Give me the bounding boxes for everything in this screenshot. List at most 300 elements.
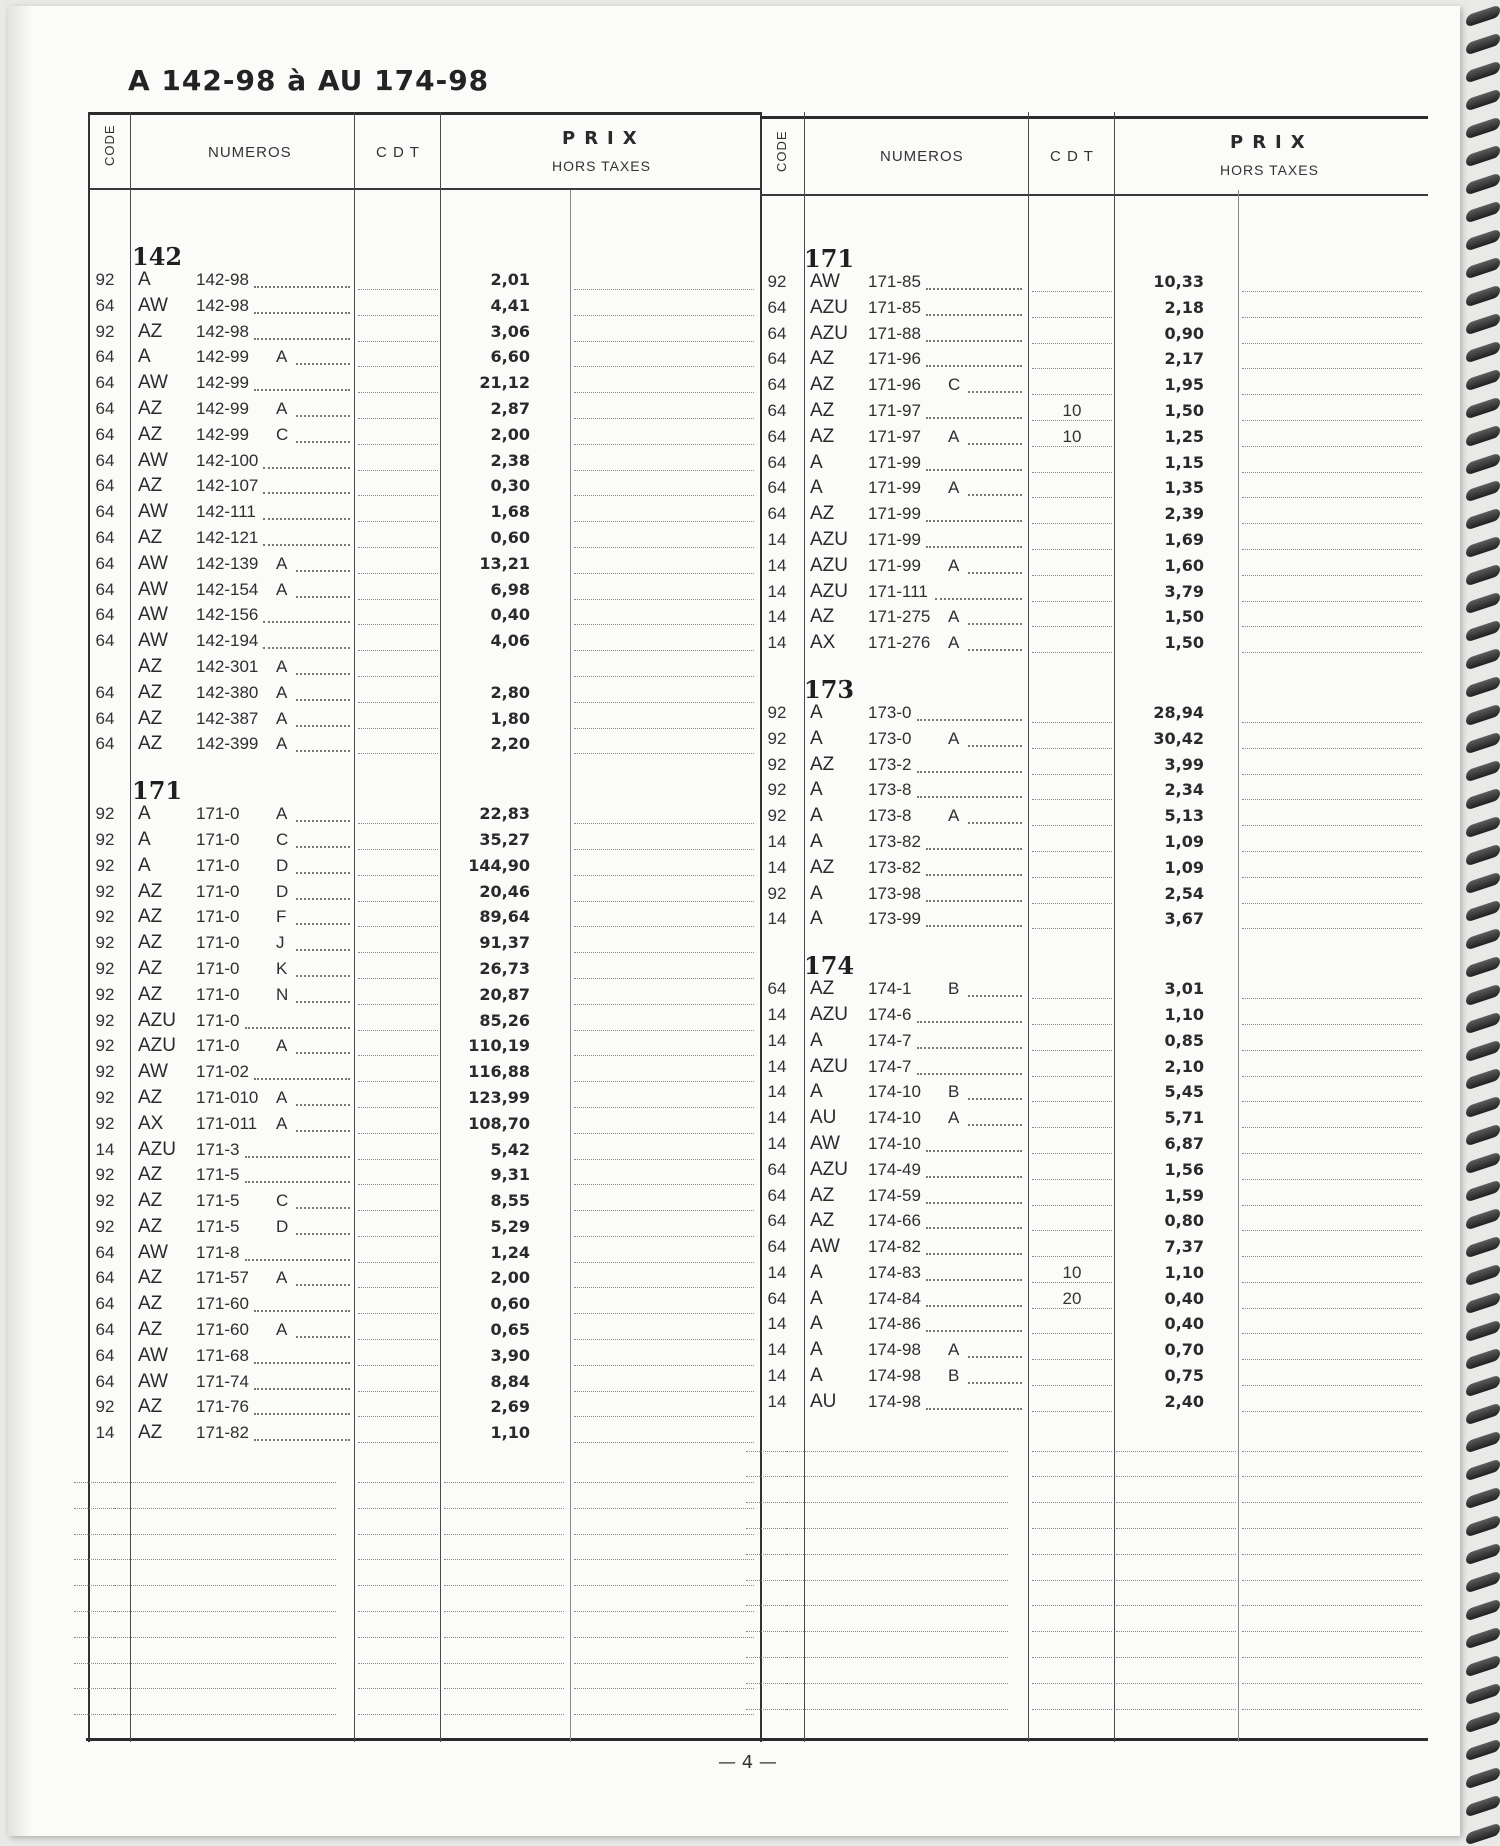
prefix-cell: A [810, 1081, 823, 1103]
price-cell: 13,21 [479, 553, 530, 573]
suffix-cell: B [948, 1366, 960, 1386]
suffix-cell: C [948, 375, 961, 395]
leader-dots [296, 570, 350, 572]
price-cell: 10,33 [1153, 272, 1204, 291]
blank-fill-line [358, 1508, 438, 1509]
table-row [88, 345, 762, 371]
code-cell: 64 [95, 295, 115, 315]
cdt-fill-line [358, 901, 438, 902]
prefix-cell: AZ [138, 681, 163, 703]
price-fill-line [574, 1184, 754, 1185]
blank-fill-line [358, 1714, 438, 1715]
code-cell: 14 [767, 1133, 787, 1153]
header-cdt: C D T [376, 144, 420, 161]
prefix-cell: A [810, 477, 823, 499]
blank-fill-line [74, 1688, 114, 1689]
price-fill-line [574, 1313, 754, 1314]
spiral-coil [1466, 1515, 1500, 1538]
number-cell: 142-98 [196, 295, 249, 315]
code-cell: 14 [767, 1391, 787, 1411]
price-fill-line [574, 978, 754, 979]
leader-dots [263, 467, 350, 469]
cdt-fill-line [1032, 626, 1112, 627]
number-cell: 171-96 [868, 349, 921, 369]
spiral-coil [1466, 1767, 1500, 1790]
leader-dots [296, 673, 350, 675]
blank-fill-line [1116, 1631, 1236, 1632]
blank-fill-line [786, 1709, 1008, 1710]
cdt-fill-line [358, 753, 438, 754]
code-cell: 92 [767, 272, 787, 291]
leader-dots [926, 520, 1022, 522]
suffix-cell: C [276, 1191, 289, 1211]
code-cell: 64 [95, 476, 115, 496]
price-fill-line [574, 366, 754, 367]
cdt-fill-line [1032, 1076, 1112, 1077]
price-fill-line [574, 1262, 754, 1263]
table-row [760, 554, 1428, 580]
blank-row [88, 1513, 762, 1539]
prefix-cell: AZ [810, 503, 835, 525]
leader-dots [254, 1388, 350, 1390]
code-cell: 64 [767, 1159, 787, 1179]
prefix-cell: AW [138, 552, 168, 574]
leader-dots [926, 1330, 1022, 1332]
blank-fill-line [358, 1559, 438, 1560]
price-fill-line [1242, 1308, 1422, 1309]
prefix-cell: AU [810, 1107, 837, 1129]
price-cell: 5,71 [1164, 1108, 1204, 1128]
cdt-fill-line [358, 1262, 438, 1263]
price-fill-line [1242, 652, 1422, 653]
code-cell: 64 [767, 323, 787, 343]
leader-dots [968, 494, 1022, 496]
price-fill-line [574, 1442, 754, 1443]
leader-dots [296, 820, 350, 822]
spiral-coil [1466, 1459, 1500, 1482]
number-cell: 142-98 [196, 321, 249, 341]
prefix-cell: AZ [138, 880, 163, 902]
blank-fill-line [1032, 1580, 1112, 1581]
blank-fill-line [574, 1508, 754, 1509]
cdt-fill-line [1032, 1333, 1112, 1334]
number-cell: 171-99 [868, 452, 921, 472]
code-cell: 64 [95, 579, 115, 599]
page-edge-shadow [8, 6, 32, 1836]
price-cell: 0,90 [1164, 323, 1204, 343]
blank-fill-line [786, 1528, 1008, 1529]
blank-fill-line [574, 1611, 754, 1612]
table-row [760, 322, 1428, 348]
blank-fill-line [746, 1605, 786, 1606]
spiral-coil [1466, 32, 1500, 55]
table-row [88, 931, 762, 957]
suffix-cell: A [276, 734, 288, 754]
blank-fill-line [786, 1631, 1008, 1632]
table-row [760, 373, 1428, 399]
price-cell: 1,56 [1164, 1159, 1204, 1179]
code-cell: 64 [767, 979, 787, 999]
price-fill-line [574, 289, 754, 290]
cdt-fill-line [1032, 497, 1112, 498]
prefix-cell: AZ [810, 425, 835, 447]
blank-row [88, 1564, 762, 1590]
number-cell: 173-0 [868, 728, 912, 748]
number-cell: 174-98 [868, 1391, 921, 1411]
price-cell: 1,50 [1164, 400, 1204, 420]
suffix-cell: A [948, 1340, 960, 1360]
prefix-cell: AW [138, 294, 168, 316]
table-row [88, 880, 762, 906]
price-cell: 9,31 [490, 1165, 530, 1185]
cdt-fill-line [1032, 851, 1112, 852]
number-cell: 171-99 [868, 529, 921, 549]
price-fill-line [574, 599, 754, 600]
section-heading: 142 [132, 242, 183, 271]
cdt-fill-line [358, 1004, 438, 1005]
blank-fill-line [1032, 1554, 1112, 1555]
table-row [88, 371, 762, 397]
suffix-cell: A [276, 398, 288, 418]
number-cell: 171-57 [196, 1268, 249, 1288]
price-cell: 20,87 [479, 984, 530, 1004]
leader-dots [926, 1176, 1022, 1178]
blank-fill-line [1032, 1709, 1112, 1710]
table-row [88, 828, 762, 854]
price-cell: 2,34 [1164, 780, 1204, 800]
blank-row [88, 1590, 762, 1616]
spiral-coil [1466, 256, 1500, 279]
code-cell: 14 [767, 1004, 787, 1024]
cdt-fill-line [358, 1391, 438, 1392]
number-cell: 174-6 [868, 1004, 912, 1024]
table-row [760, 476, 1428, 502]
prefix-cell: AZ [138, 1319, 163, 1341]
spiral-coil [1466, 1739, 1500, 1762]
prefix-cell: AZ [138, 397, 163, 419]
leader-dots [968, 391, 1022, 393]
leader-dots [296, 596, 350, 598]
blank-fill-line [114, 1534, 336, 1535]
number-cell: 174-83 [868, 1262, 921, 1282]
leader-dots [296, 363, 350, 365]
prefix-cell: AU [810, 1390, 837, 1412]
blank-fill-line [786, 1683, 1008, 1684]
code-cell: 92 [95, 1113, 115, 1133]
code-cell: 64 [95, 1268, 115, 1288]
table-row [760, 1261, 1428, 1287]
table-row [760, 1184, 1428, 1210]
section-spacer [760, 933, 1428, 947]
leader-dots [968, 1098, 1022, 1100]
code-cell: 64 [95, 502, 115, 522]
spiral-coil [1466, 368, 1500, 391]
prefix-cell: AZ [138, 1267, 163, 1289]
blank-row [760, 1662, 1428, 1688]
prefix-cell: AZU [138, 1138, 176, 1160]
number-cell: 171-276 [868, 633, 931, 653]
spiral-coil [1466, 480, 1500, 503]
price-cell: 0,40 [490, 605, 530, 625]
price-cell: 1,50 [1164, 607, 1204, 627]
code-cell: 64 [95, 1371, 115, 1391]
price-fill-line [574, 952, 754, 953]
price-cell: 6,87 [1164, 1133, 1204, 1153]
table-row [88, 1163, 762, 1189]
number-cell: 171-8 [196, 1242, 240, 1262]
suffix-cell: K [276, 958, 288, 978]
leader-dots [926, 417, 1022, 419]
leader-dots [254, 1413, 350, 1415]
blank-fill-line [358, 1688, 438, 1689]
price-cell: 2,39 [1164, 504, 1204, 524]
leader-dots [926, 1253, 1022, 1255]
blank-fill-line [358, 1482, 438, 1483]
table-row [760, 977, 1428, 1003]
price-fill-line [1242, 368, 1422, 369]
blank-row [760, 1533, 1428, 1559]
spiral-coil [1466, 1095, 1500, 1118]
price-cell: 0,85 [1164, 1030, 1204, 1050]
cdt-fill-line [1032, 1411, 1112, 1412]
prefix-cell: AZU [810, 1158, 848, 1180]
spiral-coil [1466, 88, 1500, 111]
number-cell: 171-0 [196, 829, 240, 849]
cdt-fill-line [358, 1055, 438, 1056]
price-fill-line [1242, 343, 1422, 344]
spiral-coil [1466, 620, 1500, 643]
leader-dots [296, 725, 350, 727]
code-cell: 14 [767, 607, 787, 627]
cdt-fill-line [1032, 368, 1112, 369]
code-cell: 64 [767, 1185, 787, 1205]
cdt-fill-line [358, 418, 438, 419]
blank-fill-line [786, 1502, 1008, 1503]
cdt-fill-line [358, 547, 438, 548]
price-table-right [760, 112, 1428, 1742]
leader-dots [968, 443, 1022, 445]
code-cell: 92 [95, 933, 115, 953]
leader-dots [296, 1233, 350, 1235]
price-fill-line [1242, 851, 1422, 852]
blank-fill-line [114, 1611, 336, 1612]
price-fill-line [1242, 1179, 1422, 1180]
code-cell: 64 [95, 605, 115, 625]
number-cell: 142-99 [196, 347, 249, 367]
leader-dots [296, 846, 350, 848]
suffix-cell: A [276, 1113, 288, 1133]
blank-fill-line [574, 1559, 754, 1560]
prefix-cell: AW [138, 578, 168, 600]
blank-fill-line [1116, 1657, 1236, 1658]
price-fill-line [574, 926, 754, 927]
table-row [760, 1080, 1428, 1106]
price-fill-line [574, 1030, 754, 1031]
table-row [88, 1395, 762, 1421]
prefix-cell: AX [138, 1112, 164, 1134]
suffix-cell: A [276, 553, 288, 573]
price-cell: 35,27 [479, 829, 530, 849]
blank-fill-line [114, 1585, 336, 1586]
table-row [88, 1421, 762, 1447]
leader-dots [254, 1362, 350, 1364]
number-cell: 142-100 [196, 450, 259, 470]
prefix-cell: AW [138, 1061, 168, 1083]
blank-fill-line [1032, 1528, 1112, 1529]
code-cell: 14 [767, 1262, 787, 1282]
blank-row [760, 1610, 1428, 1636]
spiral-coil [1466, 1599, 1500, 1622]
number-cell: 174-10 [868, 1133, 921, 1153]
leader-dots [926, 925, 1022, 927]
spiral-coil [1466, 955, 1500, 978]
blank-fill-line [746, 1554, 786, 1555]
price-fill-line [1242, 1101, 1422, 1102]
spiral-coil [1466, 844, 1500, 867]
number-cell: 171-74 [196, 1371, 249, 1391]
cdt-fill-line [358, 952, 438, 953]
blank-fill-line [786, 1451, 1008, 1452]
leader-dots [254, 338, 350, 340]
blank-fill-line [1116, 1709, 1236, 1710]
blank-row [88, 1693, 762, 1719]
code-cell: 64 [95, 398, 115, 418]
table-row [760, 347, 1428, 373]
cdt-cell: 10 [1062, 400, 1082, 420]
blank-fill-line [1032, 1451, 1112, 1452]
code-cell: 92 [95, 958, 115, 978]
header-bottom-rule [88, 188, 762, 190]
blank-fill-line [74, 1637, 114, 1638]
table-row [88, 578, 762, 604]
price-fill-line [1242, 1050, 1422, 1051]
code-cell: 14 [767, 633, 787, 653]
code-cell: 14 [767, 1030, 787, 1050]
table-body-left [88, 238, 762, 1719]
suffix-cell: A [276, 682, 288, 702]
blank-fill-line [1242, 1528, 1422, 1529]
prefix-cell: A [138, 269, 151, 290]
number-cell: 171-82 [196, 1423, 249, 1443]
cdt-fill-line [1032, 774, 1112, 775]
leader-dots [296, 975, 350, 977]
table-row [760, 296, 1428, 322]
code-cell: 64 [95, 527, 115, 547]
number-cell: 142-99 [196, 398, 249, 418]
leader-dots [296, 441, 350, 443]
leader-dots [296, 699, 350, 701]
cdt-fill-line [358, 1081, 438, 1082]
price-cell: 0,60 [490, 527, 530, 547]
number-cell: 142-111 [196, 502, 256, 522]
blank-fill-line [444, 1585, 564, 1586]
price-cell: 0,40 [1164, 1314, 1204, 1334]
number-cell: 171-0 [196, 907, 240, 927]
number-cell: 171-68 [196, 1345, 249, 1365]
prefix-cell: A [810, 805, 823, 827]
code-cell: 92 [95, 1191, 115, 1211]
price-cell: 5,45 [1164, 1082, 1204, 1102]
prefix-cell: A [810, 727, 823, 749]
price-fill-line [1242, 1385, 1422, 1386]
price-fill-line [574, 1210, 754, 1211]
price-cell: 1,50 [1164, 633, 1204, 653]
prefix-cell: AZU [138, 1035, 176, 1057]
number-cell: 173-8 [868, 806, 912, 826]
code-cell: 64 [95, 373, 115, 393]
blank-fill-line [358, 1585, 438, 1586]
price-fill-line [574, 470, 754, 471]
blank-row [88, 1616, 762, 1642]
section-spacer [760, 657, 1428, 671]
price-cell: 2,01 [490, 270, 530, 289]
leader-dots [917, 771, 1022, 773]
spiral-coil [1466, 4, 1500, 27]
blank-fill-line [444, 1482, 564, 1483]
prefix-cell: AW [138, 1370, 168, 1392]
table-row [88, 1112, 762, 1138]
blank-fill-line [114, 1637, 336, 1638]
leader-dots [968, 822, 1022, 824]
price-fill-line [574, 1004, 754, 1005]
price-cell: 5,42 [490, 1139, 530, 1159]
suffix-cell: A [276, 1087, 288, 1107]
blank-fill-line [1242, 1502, 1422, 1503]
table-row [760, 701, 1428, 727]
blank-fill-line [746, 1631, 786, 1632]
blank-fill-line [746, 1683, 786, 1684]
table-row [760, 399, 1428, 425]
suffix-cell: A [276, 1320, 288, 1340]
price-cell: 2,18 [1164, 297, 1204, 317]
header-bottom-rule [760, 194, 1428, 196]
code-cell: 14 [767, 909, 787, 929]
blank-fill-line [786, 1657, 1008, 1658]
cdt-fill-line [1032, 1205, 1112, 1206]
number-cell: 174-49 [868, 1159, 921, 1179]
table-row [760, 1235, 1428, 1261]
number-cell: 174-66 [868, 1211, 921, 1231]
leader-dots [245, 1027, 350, 1029]
spiral-coil [1466, 1822, 1500, 1845]
suffix-cell: A [948, 478, 960, 498]
cdt-fill-line [358, 849, 438, 850]
table-row [760, 580, 1428, 606]
table-row [88, 802, 762, 828]
table-row [760, 1132, 1428, 1158]
table-row [760, 270, 1428, 296]
leader-dots [926, 1150, 1022, 1152]
leader-dots [917, 796, 1022, 798]
prefix-cell: AZ [138, 1215, 163, 1237]
blank-fill-line [444, 1637, 564, 1638]
number-cell: 174-7 [868, 1056, 912, 1076]
table-row [88, 500, 762, 526]
prefix-cell: AZU [810, 296, 848, 318]
price-fill-line [1242, 394, 1422, 395]
blank-fill-line [74, 1663, 114, 1664]
spiral-coil [1466, 872, 1500, 895]
code-cell: 92 [95, 829, 115, 849]
prefix-cell: A [810, 1339, 823, 1361]
code-cell: 92 [95, 270, 115, 289]
number-cell: 171-0 [196, 804, 240, 824]
number-cell: 171-99 [868, 555, 921, 575]
number-cell: 171-85 [868, 297, 921, 317]
table-row [88, 1189, 762, 1215]
number-cell: 171-96 [868, 375, 921, 395]
blank-fill-line [746, 1451, 786, 1452]
